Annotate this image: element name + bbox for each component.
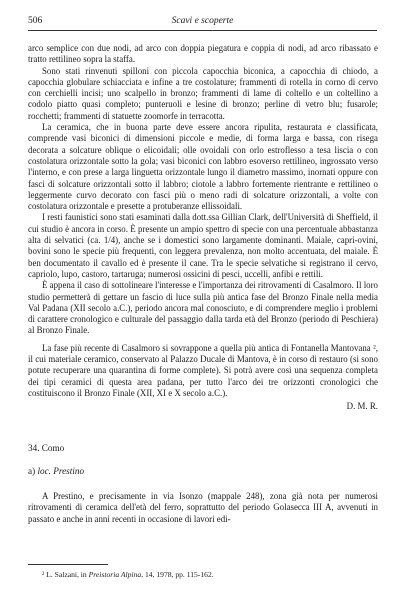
footnote-author: L. Salzani, xyxy=(46,570,79,579)
footnote-rule xyxy=(28,564,108,565)
footnote-reference: 14, 1978, pp. 115-162. xyxy=(144,570,214,579)
footnote-marker: ² xyxy=(42,570,45,579)
paragraph: È appena il caso di sottolineare l'interesse e l'importanza dei ritrovamenti di Casalmoro. Il loro studio permetterà di gettare un fascio di luce sulla più antica fase del Bronzo Finale nella media Val Padana (XII secolo a.C.), periodo ancora mal conosciuto, e di comprendere meglio i problemi di carattere cronologico e culturale del passaggio dalla tarda età del Bronzo (periodo di Peschiera) al Bronzo Finale. xyxy=(28,280,378,336)
subsection-label: loc. Prestino xyxy=(37,465,85,476)
author-signature: D. M. R. xyxy=(346,401,378,412)
paragraph: A Prestino, e precisamente in via Isonzo (mappale 248), zona già nota per numerosi ritrovamenti di ceramica dell'età del ferro, soprattutto del periodo Golasecca III A, avvenuti in passato e anche in anni recenti in occasione di lavori edi- xyxy=(28,491,378,524)
footnote xyxy=(42,570,378,580)
footnote-journal: Preistoria Alpina, xyxy=(88,570,144,579)
section-heading: 34. Como xyxy=(28,442,65,453)
subsection-heading xyxy=(28,466,378,477)
running-title: Scavi e scoperte xyxy=(171,16,234,26)
running-header xyxy=(28,16,377,31)
paragraph: La ceramica, che in buona parte deve essere ancora ripulita, restaurata e classificata, comprende vasi biconici di dimensioni piccole e medie, di forma larga e bassa, con risega decorata a solcature oblique o elicoidali; olle ovoidali con orlo estroflesso a tesa liscia o con costolatura orizzontale sotto la gola; vasi biconici con labbro esoverso rettilineo, ingrossato verso l'interno, e con prese a larga linguetta orizzontale lungo il diametro massimo, inornati oppure con fasci di solcature orizzontali sotto il labbro; ciotole a labbro fortemente rientrante e rettilineo o leggermente curvo decorato con fasci più o meno radi di solcature orizzontali, a volte con costolatura orizzontale e presette a protuberanze ellissoidali. xyxy=(28,122,378,212)
paragraph: I resti faunistici sono stati esaminati dalla dott.ssa Gillian Clark, dell'Università di Sheffield, il cui studio è ancora in corso. È presente un ampio spettro di specie con una percentuale abbastanza alta di selvatici (ca. 1/4), anche se i domestici sono largamente dominanti. Maiale, capri-ovini, bovini sono le specie più frequenti, con leggera prevalenza, non molto accentuata, del maiale. È ben documentato il cavallo ed è presente il cane. Tra le specie selvatiche si registrano il cervo, capriolo, lupo, castoro, tartaruga; numerosi ossicini di pesci, uccelli, anfibi e rettili. xyxy=(28,212,378,279)
main-text xyxy=(28,43,378,525)
paragraph: Sono stati rinvenuti spilloni con piccola capocchia biconica, a capocchia di chiodo, a capocchia globulare schiacciata e infine a tre costolature; frammenti di rotella in corno di cervo con cerchielli incisi; uno scalpello in bronzo; frammenti di lame di coltello e un coltellino a codolo piatto quasi completo; punteruoli e lesine di bronzo; perline di vetro blu; fusarole; rocchetti; frammenti di statuette zoomorfe in terracotta. xyxy=(28,65,378,121)
footnote-in: in xyxy=(80,570,87,579)
page-number: 506 xyxy=(28,16,43,26)
subsection-prefix: a) xyxy=(28,465,36,476)
paragraph: arco semplice con due nodi, ad arco con doppia piegatura e coppia di nodi, ad arco ribassato e tratto rettilineo sopra la staffa. xyxy=(28,43,378,65)
paragraph: La fase più recente di Casalmoro si sovrappone a quella più antica di Fontanella Mantovana ², il cui materiale ceramico, conservato al Palazzo Ducale di Mantova, è in corso di restauro (si sono potute recuperare una quarantina di forme complete). Si potrà avere così una sequenza completa dei tipi ceramici di questa area padana, per tutto l'arco dei tre orizzonti cronologici che costituiscono il Bronzo Finale (XII, XI e X secolo a.C.). xyxy=(28,342,378,398)
